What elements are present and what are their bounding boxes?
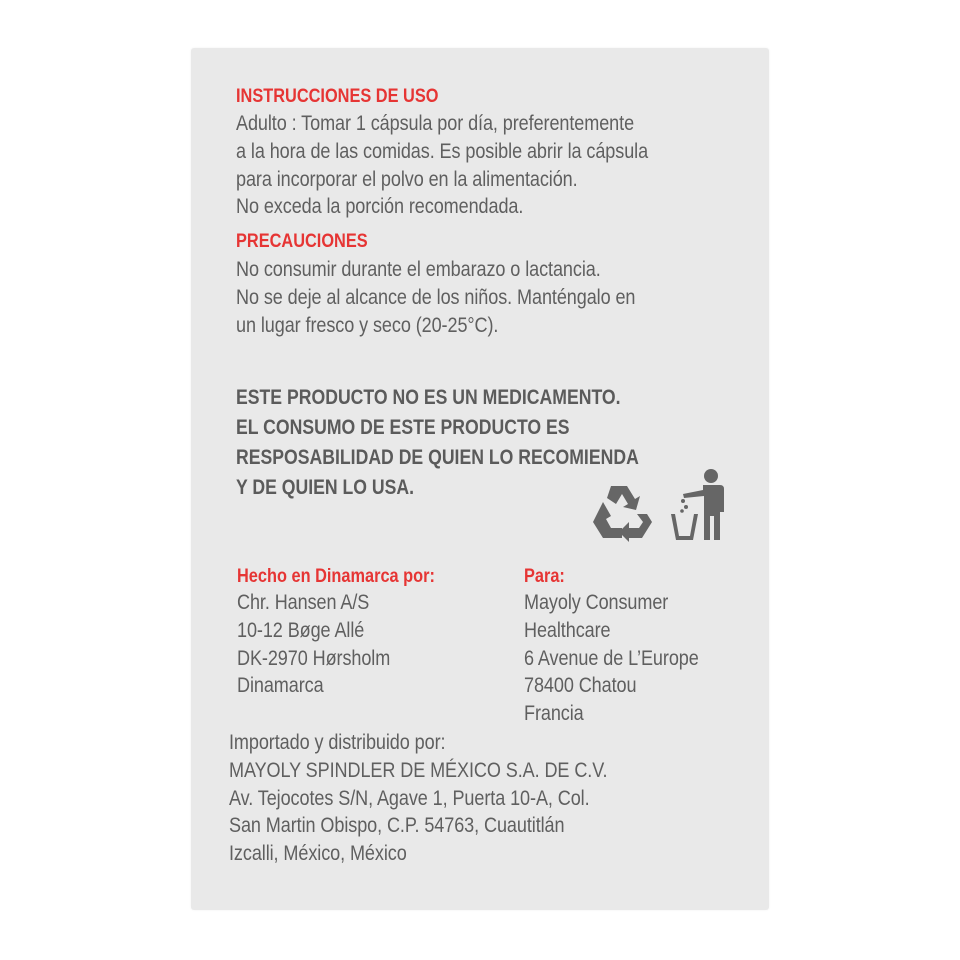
manufacturer-title: Hecho en Dinamarca por: (237, 566, 435, 587)
warning-line: EL CONSUMO DE ESTE PRODUCTO ES (236, 416, 570, 439)
manufacturer-line: Dinamarca (237, 674, 324, 698)
instructions-line: Adulto : Tomar 1 cápsula por día, preferentemente (236, 112, 635, 135)
recycle-icon (589, 482, 655, 542)
precautions-title: PRECAUCIONES (236, 231, 368, 252)
for-line: 78400 Chatou (524, 674, 637, 698)
importer-line: Importado y distribuido por: (229, 731, 446, 754)
importer-text (229, 729, 607, 868)
warning-text (236, 383, 639, 503)
importer-line: Av. Tejocotes S/N, Agave 1, Puerta 10-A, Col. (229, 786, 590, 810)
precautions-line: No consumir durante el embarazo o lactancia. (236, 258, 601, 281)
instructions-line: para incorporar el polvo en la alimentación. (236, 167, 578, 191)
for-address (524, 589, 699, 728)
importer-line: San Martin Obispo, C.P. 54763, Cuautitlán (229, 814, 565, 838)
warning-line: Y DE QUIEN LO USA. (236, 476, 415, 499)
warning-line: ESTE PRODUCTO NO ES UN MEDICAMENTO. (236, 386, 621, 409)
importer-line: MAYOLY SPINDLER DE MÉXICO S.A. DE C.V. (229, 758, 608, 782)
manufacturer-address (237, 589, 390, 700)
precautions-line: No se deje al alcance de los niños. Manténgalo en (236, 285, 636, 309)
precautions-line: un lugar fresco y seco (20-25°C). (236, 313, 499, 337)
manufacturer-line: Chr. Hansen A/S (237, 591, 370, 614)
importer-line: Izcalli, México, México (229, 842, 407, 866)
for-line: Francia (524, 702, 584, 726)
instructions-title: INSTRUCCIONES DE USO (236, 86, 439, 107)
for-title: Para: (524, 566, 565, 587)
warning-line: RESPOSABILIDAD DE QUIEN LO RECOMIENDA (236, 446, 639, 469)
instructions-text (236, 110, 648, 221)
dispose-in-bin-icon (670, 468, 728, 542)
instructions-line: No exceda la porción recomendada. (236, 195, 524, 219)
for-line: Mayoly Consumer (524, 591, 669, 614)
precautions-text (236, 256, 635, 339)
for-line: 6 Avenue de L’Europe (524, 646, 699, 670)
manufacturer-line: 10-12 Bøge Allé (237, 618, 365, 642)
for-line: Healthcare (524, 618, 611, 642)
instructions-line: a la hora de las comidas. Es posible abrir la cápsula (236, 139, 649, 163)
manufacturer-line: DK-2970 Hørsholm (237, 646, 391, 670)
